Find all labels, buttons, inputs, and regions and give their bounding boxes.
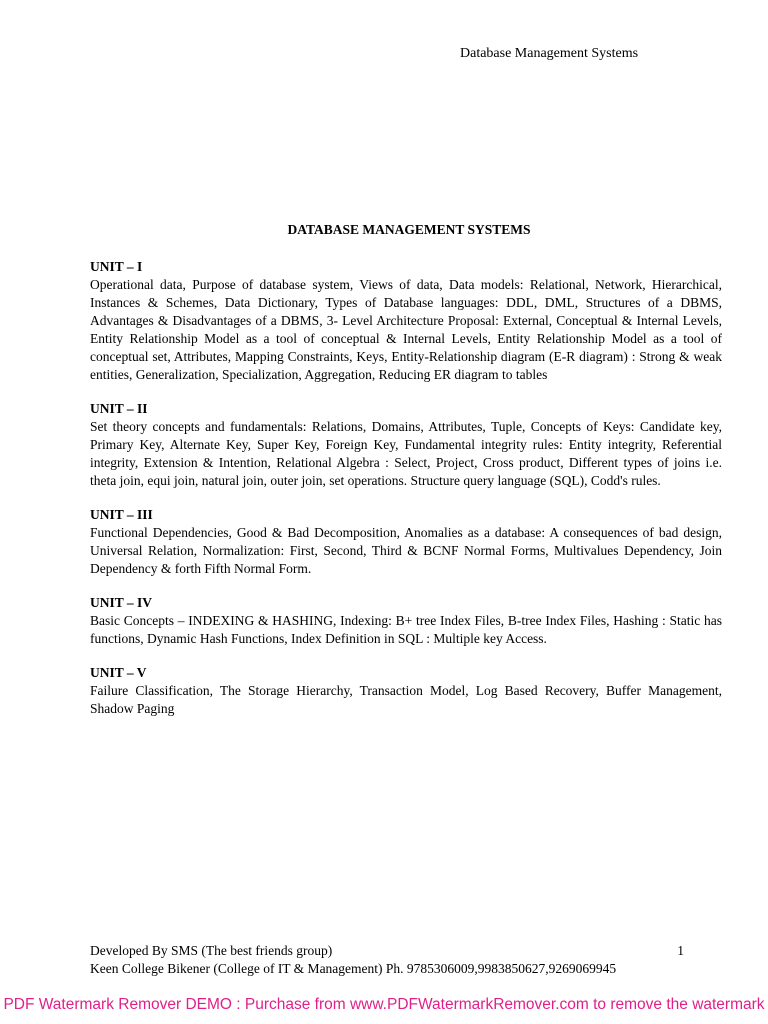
unit-body: Set theory concepts and fundamentals: Relations, Domains, Attributes, Tuple, Concepts of Keys: Candidate key, Primary Key, Alternate Key, Super Key, Foreign Key, Fundamental integrity rules: Entity integrity, Referential integrity, Extension & Intention, Relational Algebra : Select, Project, Cross product, Different types of joins i.e. theta join, equi join, natural join, outer join, set operations. Structure query language (SQL), Codd's rules. (90, 419, 722, 488)
developer-credit: Developed By SMS (The best friends group) (90, 943, 333, 958)
college-contact-line: Keen College Bikener (College of IT & Management) Ph. 9785306009,9983850627,9269069945 (90, 961, 617, 976)
unit-body: Failure Classification, The Storage Hierarchy, Transaction Model, Log Based Recovery, Buffer Management, Shadow Paging (90, 683, 722, 716)
unit-heading: UNIT – III (90, 507, 153, 522)
unit-section-5 (90, 664, 722, 718)
unit-section-3 (90, 506, 722, 578)
running-header: Database Management Systems (460, 46, 639, 61)
unit-body: Operational data, Purpose of database system, Views of data, Data models: Relational, Network, Hierarchical, Instances & Schemes, Data Dictionary, Types of Database languages: DDL, DML, Structures of a DBMS, Advantages & Disadvantages of a DBMS, 3- Level Architecture Proposal: External, Conceptual & Internal Levels, Entity Relationship Model as a tool of conceptual & Internal Levels, Entity Relationship Model as a tool of conceptual set, Attributes, Mapping Constraints, Keys, Entity-Relationship diagram (E-R diagram) : Strong & weak entities, Generalization, Specialization, Aggregation, Reducing ER diagram to tables (90, 277, 722, 382)
unit-heading: UNIT – IV (90, 595, 153, 610)
unit-section-4 (90, 594, 722, 648)
footer-line-1 (90, 942, 722, 960)
page-footer (90, 942, 722, 978)
watermark-banner: PDF Watermark Remover DEMO : Purchase from www.PDFWatermarkRemover.com to remove the watermark (3, 996, 765, 1013)
syllabus-content (90, 258, 722, 734)
document-title: DATABASE MANAGEMENT SYSTEMS (287, 222, 531, 237)
page-number: 1 (677, 943, 684, 958)
unit-section-2 (90, 400, 722, 490)
unit-section-1 (90, 258, 722, 384)
unit-heading: UNIT – V (90, 665, 147, 680)
unit-body: Basic Concepts – INDEXING & HASHING, Indexing: B+ tree Index Files, B-tree Index Files, Hashing : Static has functions, Dynamic Hash Functions, Index Definition in SQL : Multiple key Access. (90, 613, 722, 646)
unit-heading: UNIT – I (90, 259, 143, 274)
unit-heading: UNIT – II (90, 401, 148, 416)
unit-body: Functional Dependencies, Good & Bad Decomposition, Anomalies as a database: A consequences of bad design, Universal Relation, Normalization: First, Second, Third & BCNF Normal Forms, Multivalues Dependency, Join Dependency & forth Fifth Normal Form. (90, 525, 722, 576)
